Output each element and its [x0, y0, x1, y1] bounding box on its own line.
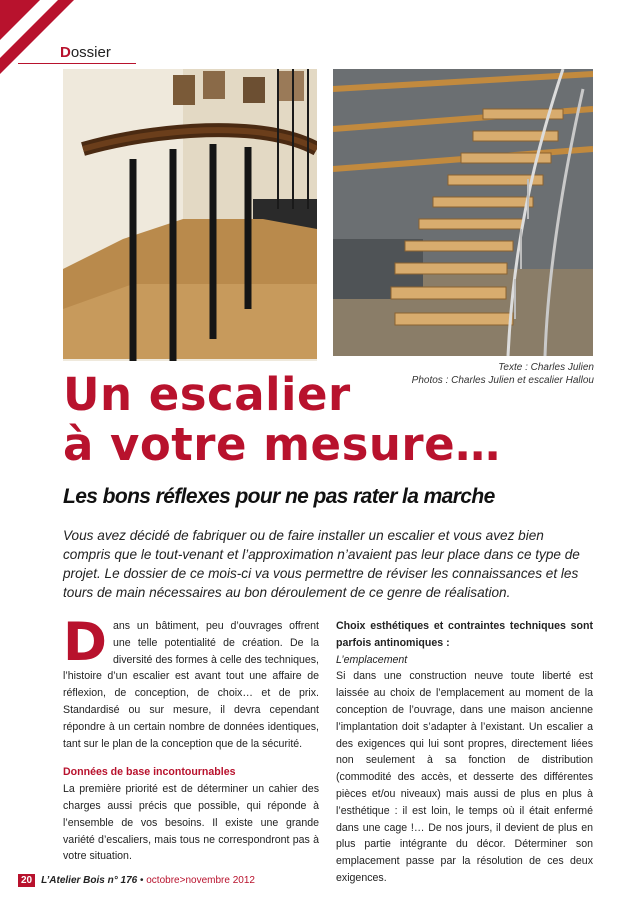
section-heading: Données de base incontournables: [63, 766, 236, 779]
text-credit: Texte : Charles Julien: [498, 362, 594, 373]
body-column-left: [63, 612, 319, 865]
body-paragraph: Si dans une construction neuve toute liberté est laissée au choix de l’emplacement au moment de la conception de l’ouvrage, dans une maison ancienne l’implantation doit s’adapter à l’existant. Un escalier a des exigences qui lui sont propres, directement liées non seulement à sa fonction de distribution (commodité des accès, et desserte des différentes pièces et/ou niveaux) mais aussi de plus en plus à l’esthétique : il est loin, le temps où il était enfermé dans une cage !… De nos jours, il devient de plus en plus partie intégrante du décor. Déterminer son emplacement passe par la résolution de ces deux exigences.: [336, 670, 593, 884]
issue-date: octobre>novembre 2012: [146, 875, 255, 886]
article-intro: Vous avez décidé de fabriquer ou de faire installer un escalier et vous avez bien compris que le tout-venant et l’approximation n’avaient pas leur place dans ce type de projet. Le dossier de ce mois-ci va vous permettre de réviser les connaissances et les tours de main nécessaires au bon déroulement de ce genre de réalisation.: [63, 528, 580, 600]
title-line-1: Un escalier: [63, 368, 351, 421]
section-initial: D: [60, 44, 71, 61]
staircase-photo-left: [63, 69, 317, 361]
section-label: [60, 44, 111, 61]
magazine-name: L’Atelier Bois n° 176: [41, 875, 140, 886]
staircase-wood-illustration: [63, 69, 317, 361]
subsection-heading: L’emplacement: [336, 653, 408, 666]
section-heading: Choix esthétiques et contraintes techniques sont parfois antinomiques :: [336, 620, 593, 649]
page-footer: [18, 874, 255, 887]
page-number: 20: [18, 874, 35, 887]
article-title: [63, 370, 501, 470]
article-subtitle: Les bons réflexes pour ne pas rater la marche: [63, 485, 495, 508]
section-rule: [18, 63, 136, 64]
staircase-photo-right: [333, 69, 593, 356]
photo-credit: Photos : Charles Julien et escalier Hallou: [411, 375, 594, 386]
body-paragraph: ans un bâtiment, peu d’ouvrages offrent une telle potentialité de création. De la diversité des formes à celle des techniques, l’histoire d’un escalier est avant tout une affaire de réflexion, de conception, de choix… et de prix. Standardisé ou sur mesure, il devra cependant répondre à un certain nombre de données identiques, tant sur le plan de la conception que de la sécurité.: [63, 620, 319, 750]
body-column-right: [336, 618, 593, 887]
corner-decoration-fill: [0, 0, 40, 40]
section-rest: ossier: [70, 44, 111, 61]
title-line-2: à votre mesure…: [63, 418, 501, 471]
footer-separator: •: [139, 875, 147, 886]
staircase-workshop-illustration: [333, 69, 593, 356]
body-paragraph: La première priorité est de déterminer un cahier des charges aussi précis que possible, qui réponde à l’ensemble de vos besoins. Il existe une grande variété d’escaliers, mais tous ne correspondront pas à votre situation.: [63, 783, 319, 863]
drop-cap: D: [63, 612, 107, 673]
